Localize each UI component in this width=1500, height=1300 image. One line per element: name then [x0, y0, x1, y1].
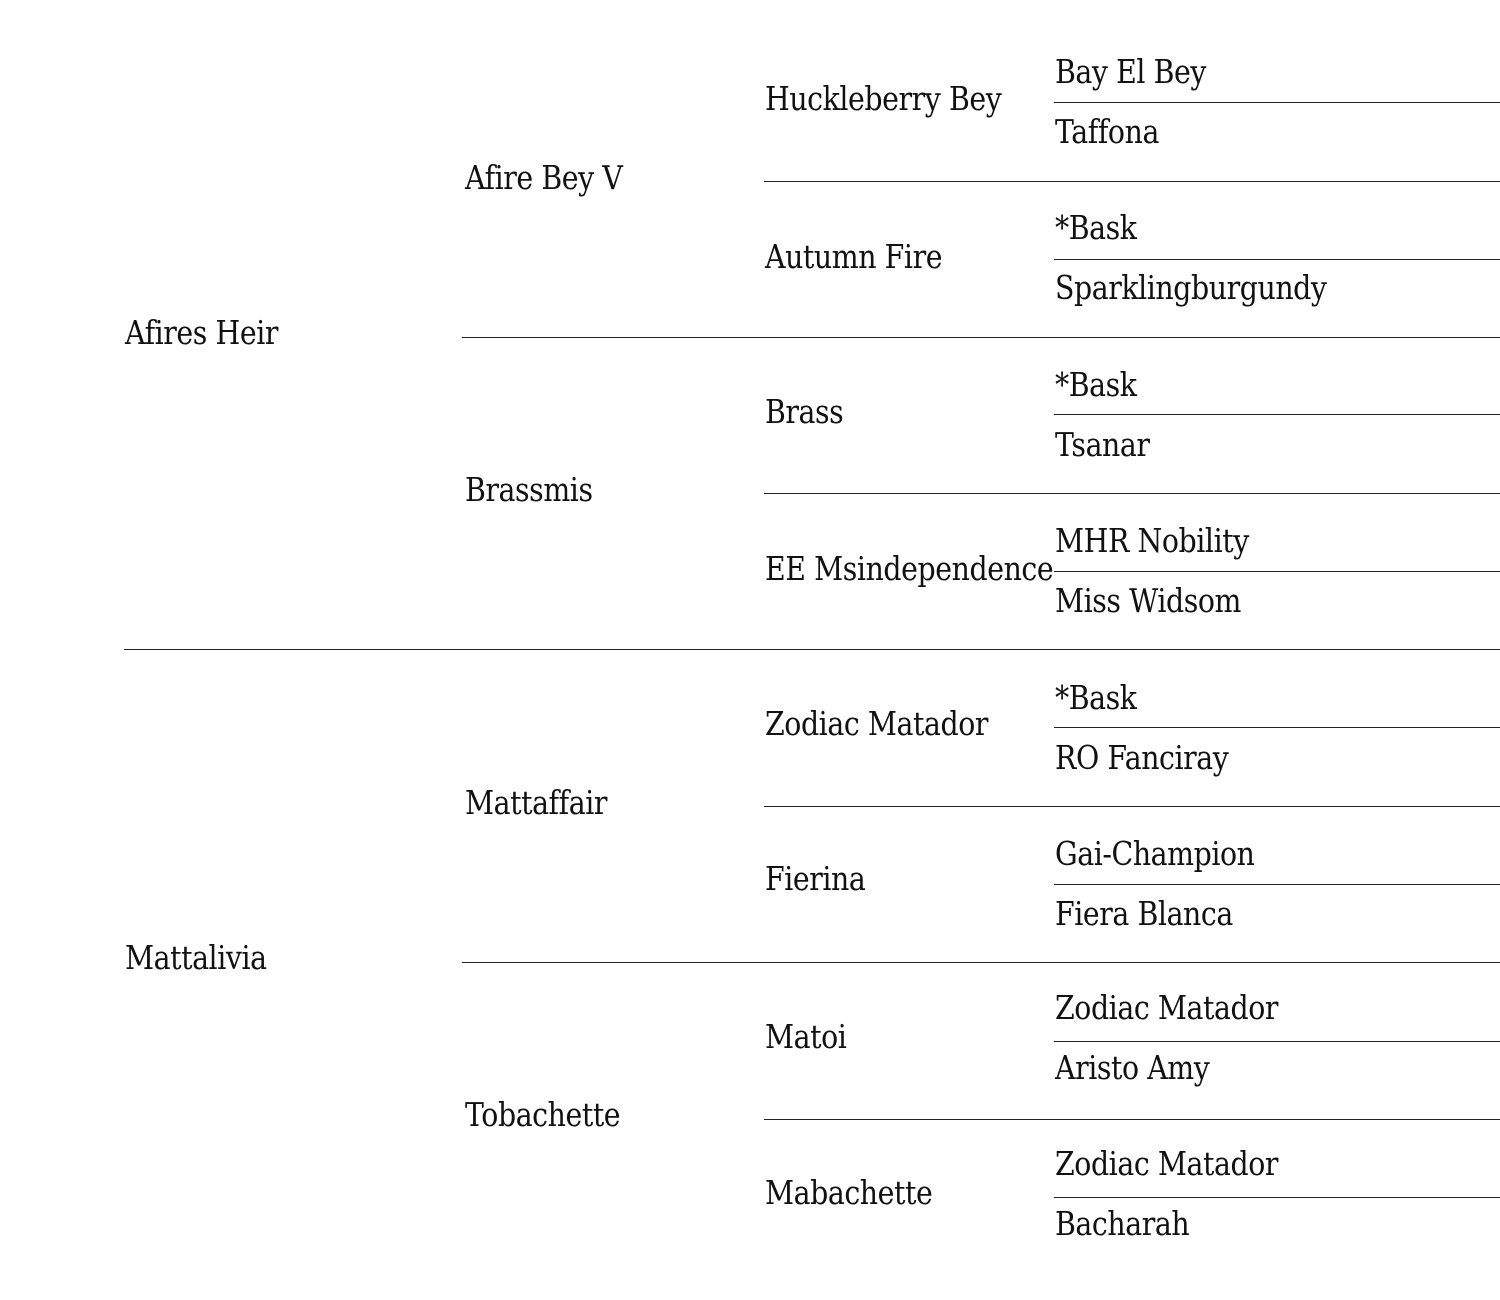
gen4-name: Tsanar — [1055, 425, 1150, 464]
divider-gen4 — [1054, 571, 1500, 572]
gen3-name: Huckleberry Bey — [765, 79, 1002, 118]
gen4-name: Taffona — [1055, 112, 1159, 151]
gen3-name: EE Msindependence — [765, 549, 1054, 588]
gen4-name: *Bask — [1055, 208, 1137, 247]
divider-gen3 — [764, 493, 1500, 494]
divider-gen4 — [1054, 1041, 1500, 1042]
gen4-name: Zodiac Matador — [1055, 988, 1278, 1027]
gen2-name: Brassmis — [465, 470, 593, 509]
gen4-name: Bacharah — [1055, 1204, 1190, 1243]
gen4-name: Aristo Amy — [1055, 1048, 1210, 1087]
divider-gen4 — [1054, 1197, 1500, 1198]
divider-gen3 — [764, 1119, 1500, 1120]
divider-gen4 — [1054, 884, 1500, 885]
gen4-name: Fiera Blanca — [1055, 894, 1233, 933]
gen4-name: *Bask — [1055, 365, 1137, 404]
gen2-name: Tobachette — [465, 1095, 621, 1134]
gen4-name: RO Fanciray — [1055, 738, 1229, 777]
divider-gen4 — [1054, 727, 1500, 728]
gen4-name: Sparklingburgundy — [1055, 268, 1327, 307]
gen4-name: MHR Nobility — [1055, 521, 1249, 560]
gen4-name: Miss Widsom — [1055, 581, 1242, 620]
gen3-name: Brass — [765, 392, 844, 431]
gen4-name: Bay El Bey — [1055, 52, 1207, 91]
gen3-name: Autumn Fire — [765, 237, 943, 276]
gen1-sire: Afires Heir — [125, 313, 278, 352]
gen2-name: Afire Bey V — [465, 158, 623, 197]
gen4-name: Zodiac Matador — [1055, 1144, 1278, 1183]
gen4-name: Gai-Champion — [1055, 834, 1255, 873]
gen2-name: Mattaffair — [465, 783, 607, 822]
divider-gen3 — [764, 181, 1500, 182]
gen3-name: Fierina — [765, 859, 866, 898]
gen4-name: *Bask — [1055, 678, 1137, 717]
gen1-dam: Mattalivia — [125, 938, 267, 977]
gen3-name: Matoi — [765, 1017, 847, 1056]
divider-gen2 — [462, 962, 1500, 963]
divider-gen3 — [764, 806, 1500, 807]
divider-gen2 — [462, 337, 1500, 338]
gen3-name: Zodiac Matador — [765, 704, 988, 743]
divider-gen4 — [1054, 102, 1500, 103]
divider-gen4 — [1054, 414, 1500, 415]
gen3-name: Mabachette — [765, 1173, 933, 1212]
divider-gen1 — [124, 649, 1500, 650]
divider-gen4 — [1054, 259, 1500, 260]
